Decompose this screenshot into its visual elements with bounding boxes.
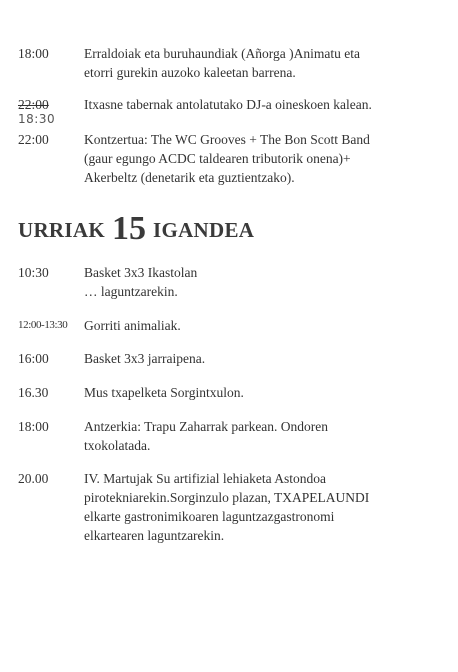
entry-line: pirotekniarekin.Sorginzulo plazan, TXAPELAUNDI [84,490,370,505]
entry-time: 16:00 [18,351,49,366]
entry-line: Antzerkia: Trapu Zaharrak parkean. Ondoren [84,419,329,434]
entry-line: (gaur egungo ACDC taldearen tributorik onena)+ [84,151,351,166]
entry-line: Basket 3x3 jarraipena. [84,351,206,366]
entry-time: 22:00 [18,132,49,147]
entry-line: IV. Martujak Su artifizial lehiaketa Astondoa [84,471,326,486]
entry-time: 10:30 [18,265,49,280]
entry-time: 12:00-13:30 [18,319,68,331]
entry-line: Itxasne tabernak antolatutako DJ-a oineskoen kalean. [84,97,372,112]
entry-line: elkarte gastronimikoaren laguntzazgastronomi [84,509,335,524]
entry-time-struck: 22:00 [18,97,49,112]
entry-line: Basket 3x3 Ikastolan [84,265,198,280]
day-heading [18,208,254,246]
weekday-word: IGANDEA [152,218,255,242]
entry-time: 20.00 [18,471,49,486]
month-word: URRIAK [18,218,105,242]
entry-time: 18:00 [18,46,49,61]
day-number: 15 [111,210,146,247]
entry-line: Kontzertua: The WC Grooves + The Bon Scott Band [84,132,370,147]
entry-line: txokolatada. [84,438,151,453]
entry-description [84,95,414,114]
entry-description [84,417,414,455]
entry-line: Erraldoiak eta buruhaundiak (Añorga )Animatu eta [84,46,361,61]
handwritten-time-correction: 18:30 [18,112,56,126]
entry-line: Mus txapelketa Sorgintxulon. [84,385,244,400]
entry-description [84,349,414,368]
entry-time: 18:00 [18,419,49,434]
entry-description [84,316,414,335]
entry-description [84,44,414,82]
entry-description [84,130,414,187]
entry-line: elkartearen laguntzarekin. [84,528,225,543]
entry-description [84,263,414,301]
entry-description [84,469,414,545]
entry-line: Gorriti animaliak. [84,318,181,333]
entry-time: 16.30 [18,385,49,400]
entry-description [84,383,414,402]
entry-line: Akerbeltz (denetarik eta guztientzako). [84,170,295,185]
entry-line: … laguntzarekin. [84,284,178,299]
entry-line: etorri gurekin auzoko kaleetan barrena. [84,65,296,80]
